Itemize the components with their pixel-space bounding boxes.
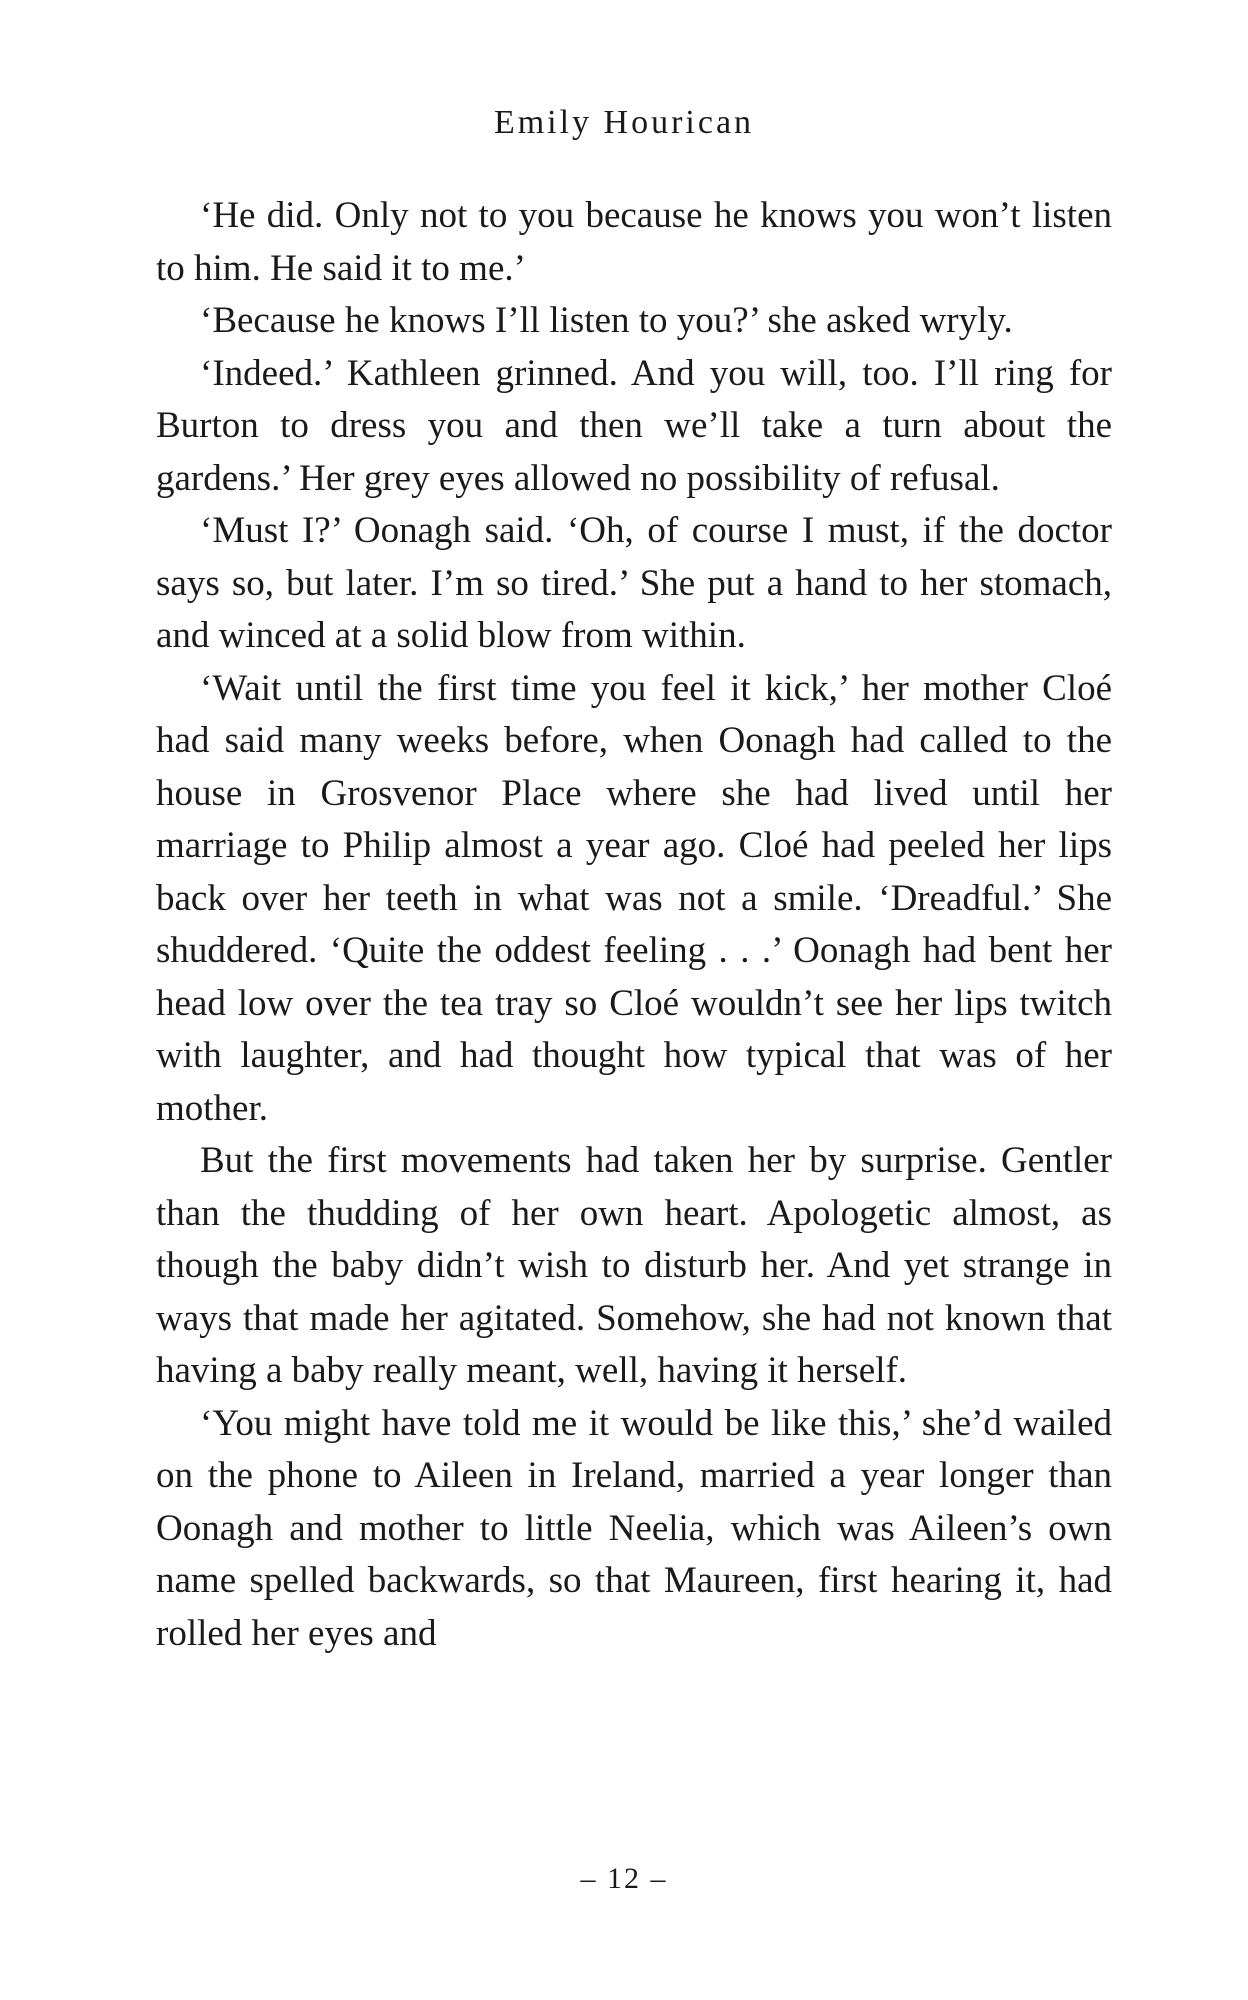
paragraph: ‘You might have told me it would be like this,’ she’d wailed on the phone to Aileen in Ireland, married a year longer than Oonagh and mother to little Neelia, which was Aileen’s own name spelled backwards, so that Maureen, first hearing it, had rolled her eyes and bbox=[156, 1402, 1112, 1654]
paragraph: ‘Must I?’ Oonagh said. ‘Oh, of course I must, if the doctor says so, but later. I’m so tired.’ She put a hand to her stomach, and winced at a solid blow from within. bbox=[156, 510, 1112, 656]
paragraph: ‘Because he knows I’ll listen to you?’ she asked wryly. bbox=[200, 300, 1013, 341]
body-text bbox=[156, 190, 1112, 1660]
paragraph: ‘He did. Only not to you because he knows you won’t listen to him. He said it to me.’ bbox=[156, 195, 1112, 289]
paragraph: But the first movements had taken her by surprise. Gentler than the thudding of her own heart. Apologetic almost, as though the baby didn’t wish to disturb her. And yet strange in ways that made her agitated. Somehow, she had not known that having a baby really meant, well, having it herself. bbox=[156, 1140, 1112, 1391]
paragraph: ‘Indeed.’ Kathleen grinned. And you will, too. I’ll ring for Burton to dress you and then we’ll take a turn about the gardens.’ Her grey eyes allowed no possibility of refusal. bbox=[156, 352, 1112, 499]
page-number: – 12 – bbox=[580, 1862, 668, 1895]
running-head-author: Emily Hourican bbox=[493, 104, 755, 141]
paragraph: ‘Wait until the first time you feel it kick,’ her mother Cloé had said many weeks before, when Oonagh had called to the house in Grosvenor Place where she had lived until her marriage to Philip almost a year ago. Cloé had peeled her lips back over her teeth in what was not a smile. ‘Dreadful.’ She shuddered. ‘Quite the oddest feeling . . .’ Oonagh had bent her head low over the tea tray so Cloé wouldn’t see her lips twitch with laughter, and had thought how typical that was of her mother. bbox=[156, 667, 1112, 1129]
